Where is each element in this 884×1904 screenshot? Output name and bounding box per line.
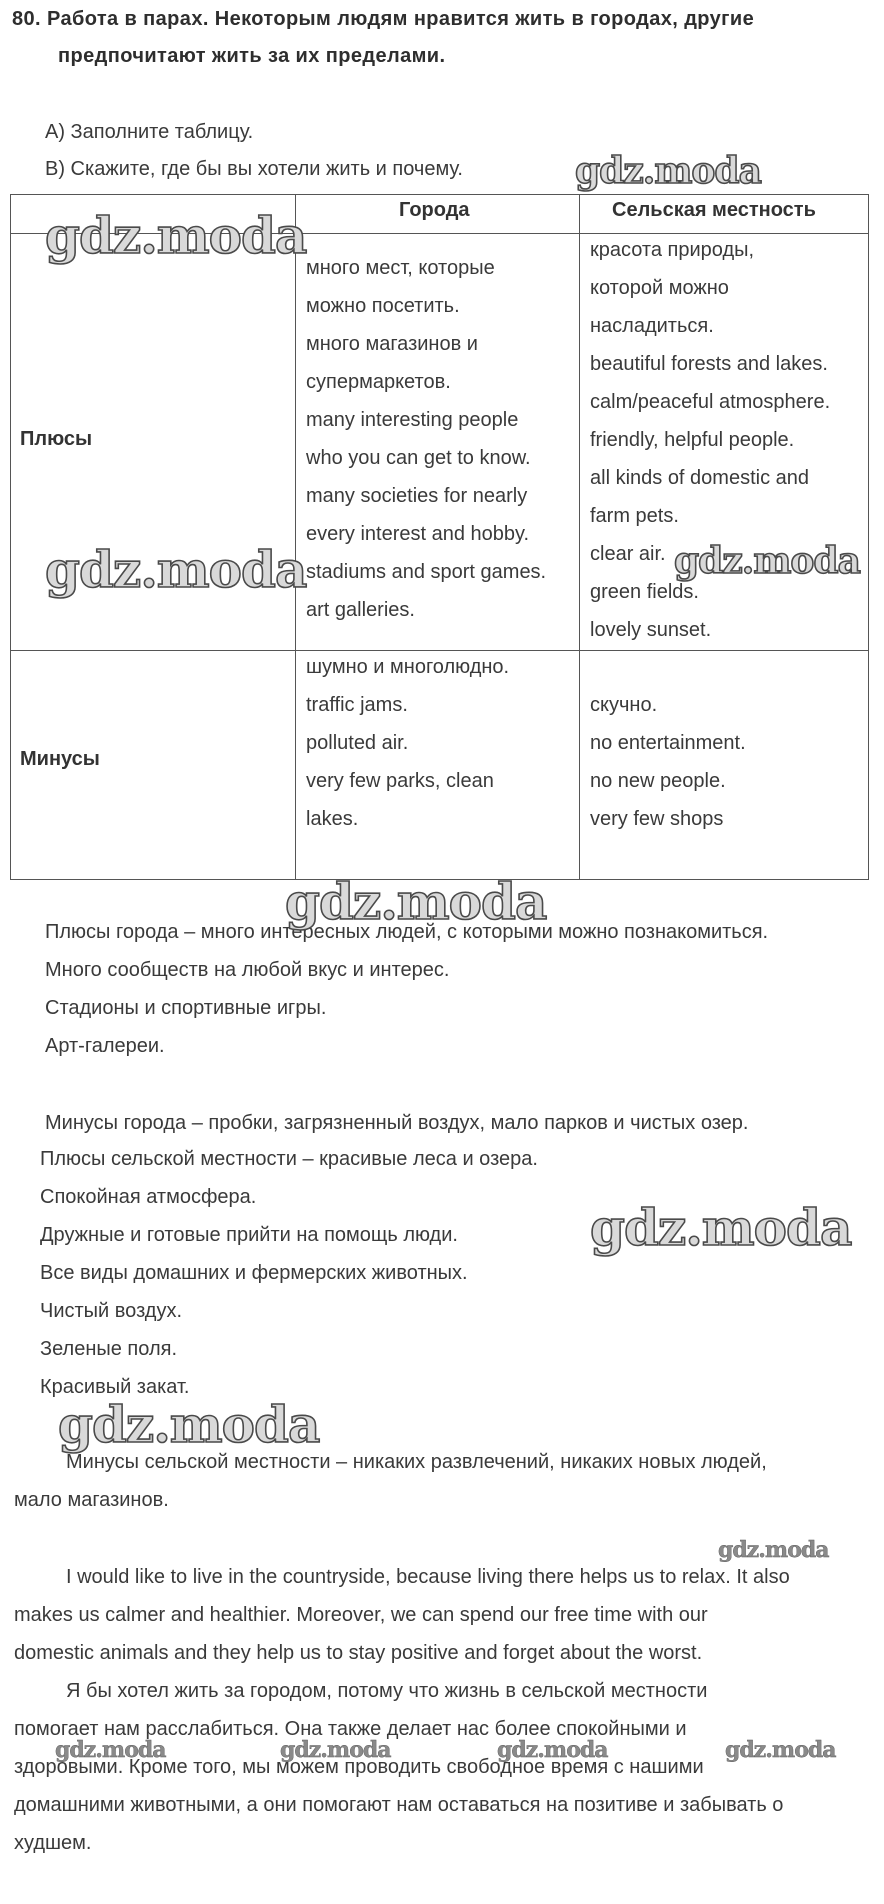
summary-line: Арт-галереи. bbox=[45, 1035, 165, 1057]
cell-line: красота природы, bbox=[590, 239, 755, 261]
cell-line: можно посетить. bbox=[306, 295, 460, 317]
exercise-title-text: Работа в парах. Некоторым людям нравится жить в городах, другие bbox=[46, 8, 755, 30]
summary-line: Красивый закат. bbox=[40, 1376, 190, 1398]
summary-line: Плюсы сельской местности – красивые леса и озера. bbox=[40, 1148, 538, 1170]
cell-line: no entertainment. bbox=[590, 732, 746, 754]
russian-line: Я бы хотел жить за городом, потому что жизнь в сельской местности bbox=[66, 1680, 708, 1702]
watermark: gdz.moda bbox=[58, 1395, 320, 1454]
cell-line: stadiums and sport games. bbox=[306, 561, 547, 583]
watermark: gdz.moda bbox=[725, 1737, 836, 1763]
exercise-title-line2: предпочитают жить за их пределами. bbox=[58, 45, 446, 67]
table-border bbox=[10, 194, 869, 195]
summary-line: Минусы города – пробки, загрязненный воздух, мало парков и чистых озер. bbox=[45, 1112, 749, 1134]
task-a: А) Заполните таблицу. bbox=[45, 121, 254, 143]
cell-line: very few parks, clean bbox=[306, 770, 494, 792]
exercise-number: 80. bbox=[12, 8, 42, 30]
header-countryside: Сельская местность bbox=[612, 199, 816, 221]
watermark: gdz.moda bbox=[55, 1737, 166, 1763]
table-divider bbox=[295, 194, 296, 880]
table-border bbox=[10, 194, 11, 880]
row-label-cons: Минусы bbox=[20, 748, 100, 770]
russian-line: помогает нам расслабиться. Она также делает нас более спокойными и bbox=[14, 1718, 687, 1740]
english-line: I would like to live in the countryside, because living there helps us to relax. It also bbox=[66, 1566, 790, 1588]
cell-line: lakes. bbox=[306, 808, 359, 830]
cell-line: много мест, которые bbox=[306, 257, 495, 279]
summary-line: Спокойная атмосфера. bbox=[40, 1186, 257, 1208]
row-label-pros: Плюсы bbox=[20, 428, 93, 450]
exercise-title-line1 bbox=[12, 8, 872, 31]
watermark: gdz.moda bbox=[718, 1537, 829, 1563]
cell-line: who you can get to know. bbox=[306, 447, 531, 469]
cell-line: all kinds of domestic and bbox=[590, 467, 810, 489]
cell-line: many interesting people bbox=[306, 409, 519, 431]
summary-line: Все виды домашних и фермерских животных. bbox=[40, 1262, 468, 1284]
cell-line: traffic jams. bbox=[306, 694, 408, 716]
country-minus-line1 bbox=[66, 1451, 872, 1474]
table-divider bbox=[10, 650, 869, 651]
summary-line: Зеленые поля. bbox=[40, 1338, 178, 1360]
pros-cons-table bbox=[10, 194, 869, 880]
cell-line: very few shops bbox=[590, 808, 724, 830]
country-minus-line2: мало магазинов. bbox=[14, 1489, 169, 1511]
watermark: gdz.moda bbox=[575, 150, 761, 192]
watermark: gdz.moda bbox=[674, 540, 860, 582]
summary-line: Плюсы города – много интересных людей, с которыми можно познакомиться. bbox=[45, 921, 769, 943]
watermark: gdz.moda bbox=[280, 1737, 391, 1763]
cell-line: no new people. bbox=[590, 770, 726, 792]
cell-line: много магазинов и bbox=[306, 333, 478, 355]
cell-line: скучно. bbox=[590, 694, 658, 716]
cell-line: lovely sunset. bbox=[590, 619, 712, 641]
summary-line: Стадионы и спортивные игры. bbox=[45, 997, 327, 1019]
task-b: В) Скажите, где бы вы хотели жить и почему. bbox=[45, 158, 463, 180]
english-line: makes us calmer and healthier. Moreover, we can spend our free time with our bbox=[14, 1604, 708, 1626]
header-cities: Города bbox=[399, 199, 470, 221]
english-line: domestic animals and they help us to stay positive and forget about the worst. bbox=[14, 1642, 703, 1664]
cell-line: many societies for nearly bbox=[306, 485, 528, 507]
cell-line: супермаркетов. bbox=[306, 371, 451, 393]
watermark: gdz.moda bbox=[497, 1737, 608, 1763]
watermark: gdz.moda bbox=[45, 206, 307, 265]
cell-line: шумно и многолюдно. bbox=[306, 656, 510, 678]
cell-line: art galleries. bbox=[306, 599, 415, 621]
summary-line: Много сообществ на любой вкус и интерес. bbox=[45, 959, 450, 981]
cell-line: friendly, helpful people. bbox=[590, 429, 795, 451]
summary-line: Дружные и готовые прийти на помощь люди. bbox=[40, 1224, 458, 1246]
watermark: gdz.moda bbox=[285, 872, 547, 931]
cell-line: beautiful forests and lakes. bbox=[590, 353, 828, 375]
cell-line: every interest and hobby. bbox=[306, 523, 530, 545]
summary-line: Чистый воздух. bbox=[40, 1300, 183, 1322]
table-divider bbox=[579, 194, 580, 880]
cell-line: polluted air. bbox=[306, 732, 409, 754]
cell-line: farm pets. bbox=[590, 505, 679, 527]
watermark: gdz.moda bbox=[590, 1198, 852, 1257]
cell-line: насладиться. bbox=[590, 315, 714, 337]
russian-line: домашними животными, а они помогают нам оставаться на позитиве и забывать о bbox=[14, 1794, 784, 1816]
russian-line: худшем. bbox=[14, 1832, 92, 1854]
watermark: gdz.moda bbox=[45, 540, 307, 599]
cell-line: которой можно bbox=[590, 277, 729, 299]
russian-line: здоровыми. Кроме того, мы можем проводить свободное время с нашими bbox=[14, 1756, 704, 1778]
cell-line: calm/peaceful atmosphere. bbox=[590, 391, 831, 413]
cell-line: clear air. bbox=[590, 543, 666, 565]
table-border bbox=[868, 194, 869, 880]
country-minus-text: Минусы сельской местности – никаких развлечений, никаких новых людей, bbox=[66, 1451, 767, 1473]
cell-line: green fields. bbox=[590, 581, 699, 603]
